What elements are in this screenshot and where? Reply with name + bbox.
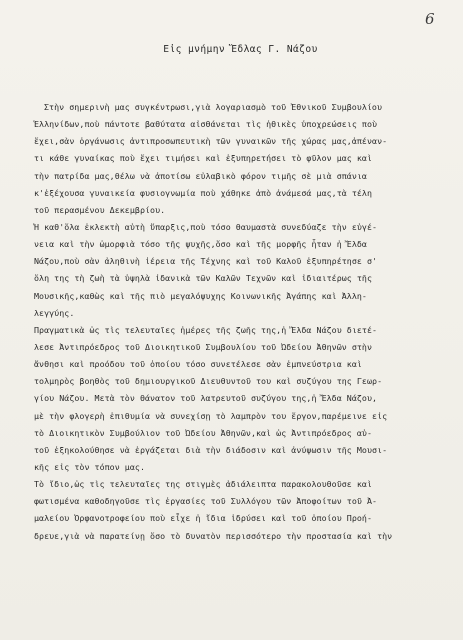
text-line: Νάζου,ποὺ σὰν ἀληθινὴ ἱέρεια τῆς Τέχνης καὶ τοῦ Καλοῦ ἐξυπηρέτησε σ' xyxy=(34,256,378,267)
text-line: φωτισμένα καθοδηγοῦσε τὶς ἐργασίες τοῦ Συλλόγου τῶν Ἀποφοίτων τοῦ Ἀ- xyxy=(34,496,378,507)
text-line: τι κάθε γυναίκας ποὺ ἔχει τιμήσει καὶ ἐξυπηρετήσει τὸ φῦλον μας καὶ xyxy=(34,153,373,164)
text-line: κῆς εἰς τὸν τόπον μας. xyxy=(34,461,145,472)
text-line: τολμηρὸς βοηθὸς τοῦ δημιουργικοῦ Διευθυντοῦ του καὶ συζύγου της Γεωρ- xyxy=(34,376,383,387)
text-line: ἄνθησι καὶ προόδου τοῦ ὁποίου τόσο συνετέλεσε σὰν ἐμπνεύστρια καὶ xyxy=(34,359,362,370)
text-line: λεγγύης. xyxy=(34,307,75,318)
text-line: δρευε,γιὰ νὰ παρατείνῃ ὅσο τὸ δυνατὸν περισσότερο τὴν προστασία καὶ τὴν xyxy=(34,530,393,541)
text-line: τὸ Διοικητικὸν Συμβούλιον τοῦ Ὠδείου Ἀθηνῶν,καὶ ὡς Ἀντιπρόεδρος αὐ- xyxy=(34,427,373,438)
document-body xyxy=(34,99,444,545)
text-line: Ἑλληνίδων,ποὺ πάντοτε βαθύτατα αἰσθάνεται τὶς ἠθικὲς ὑποχρεώσεις ποὺ xyxy=(34,119,378,130)
text-line: μὲ τὴν φλογερὴ ἐπιθυμία νὰ συνεχίσῃ τὸ λαμπρὸν του ἔργον,παρέμεινε εἰς xyxy=(34,410,388,421)
document-title: Εἰς μνήμην Ἔδλας Γ. Νάζου xyxy=(163,44,318,55)
text-line: Τὸ ἴδιο,ὡς τὶς τελευταῖες της στιγμὲς ἀδιάλειπτα παρακολουθοῦσε καὶ xyxy=(34,479,373,490)
text-line: ὅλη της τὴ ζωὴ τὰ ὑψηλὰ ἰδανικὰ τῶν Καλῶν Τεχνῶν καὶ ἰδιαιτέρως τῆς xyxy=(34,273,373,284)
text-line: Μουσικῆς,καθὼς καὶ τῆς πιὸ μεγαλόψυχης Κοινωνικῆς Ἀγάπης καὶ Ἀλλη- xyxy=(34,290,367,301)
text-line: λεσε Ἀντιπρόεδρος τοῦ Διοικητικοῦ Συμβουλίου τοῦ Ὠδείου Ἀθηνῶν στὴν xyxy=(34,341,373,352)
text-line: κ'ἐξέχουσα γυναικεία φυσιογνωμία ποὺ χάθηκε ἀπὸ ἀνάμεσά μας,τὰ τέλη xyxy=(34,187,373,198)
text-line: τὴν πατρίδα μας,θέλω νὰ ἀποτίσω εὐλαβικὸ φόρον τιμῆς σὲ μιὰ σπάνια xyxy=(34,170,367,181)
text-line: μαλείου Ὀρφανοτροφείου ποὺ εἶχε ἡ ἴδια ἱδρύσει καὶ τοῦ ὁποίου Προή- xyxy=(34,513,373,524)
text-line: τοῦ ἐξηκολούθησε νὰ ἐργάζεται διὰ τὴν διάδοσιν καὶ ἀνύψωσιν τῆς Μουσι- xyxy=(34,444,388,455)
text-line: ἔχει,σὰν ὀργάνωσις ἀντιπροσωπευτικὴ τῶν γυναικῶν τῆς χώρας μας,ἀπέναν- xyxy=(34,136,388,147)
text-line: τοῦ περασμένου Δεκεμβρίου. xyxy=(34,204,166,215)
text-line: Στὴν σημερινὴ μας συγκέντρωσι,γιὰ λογαριασμὸ τοῦ Ἐθνικοῦ Συμβουλίου xyxy=(44,102,383,112)
page-number: 6 xyxy=(425,10,435,28)
text-line: Ἡ καθ'ὅλα ἐκλεκτὴ αὐτὴ ὕπαρξις,ποὺ τόσο θαυμαστὰ συνεδύαζε τὴν εὐγέ- xyxy=(34,221,378,232)
text-line: νεια καὶ τὴν ὠμορφιὰ τόσο τῆς ψυχῆς,ὅσο καὶ τῆς μορφῆς ἦταν ἡ Ἔλδα xyxy=(34,239,367,250)
text-line: γίου Νάζου. Μετὰ τὸν θάνατον τοῦ λατρευτοῦ συζύγου της,ἡ Ἔλδα Νάζου, xyxy=(34,393,378,404)
text-line: Πραγματικὰ ὡς τὶς τελευταῖες ἡμέρες τῆς ζωῆς της,ἡ Ἔλδα Νάζου διετέ- xyxy=(34,324,378,335)
